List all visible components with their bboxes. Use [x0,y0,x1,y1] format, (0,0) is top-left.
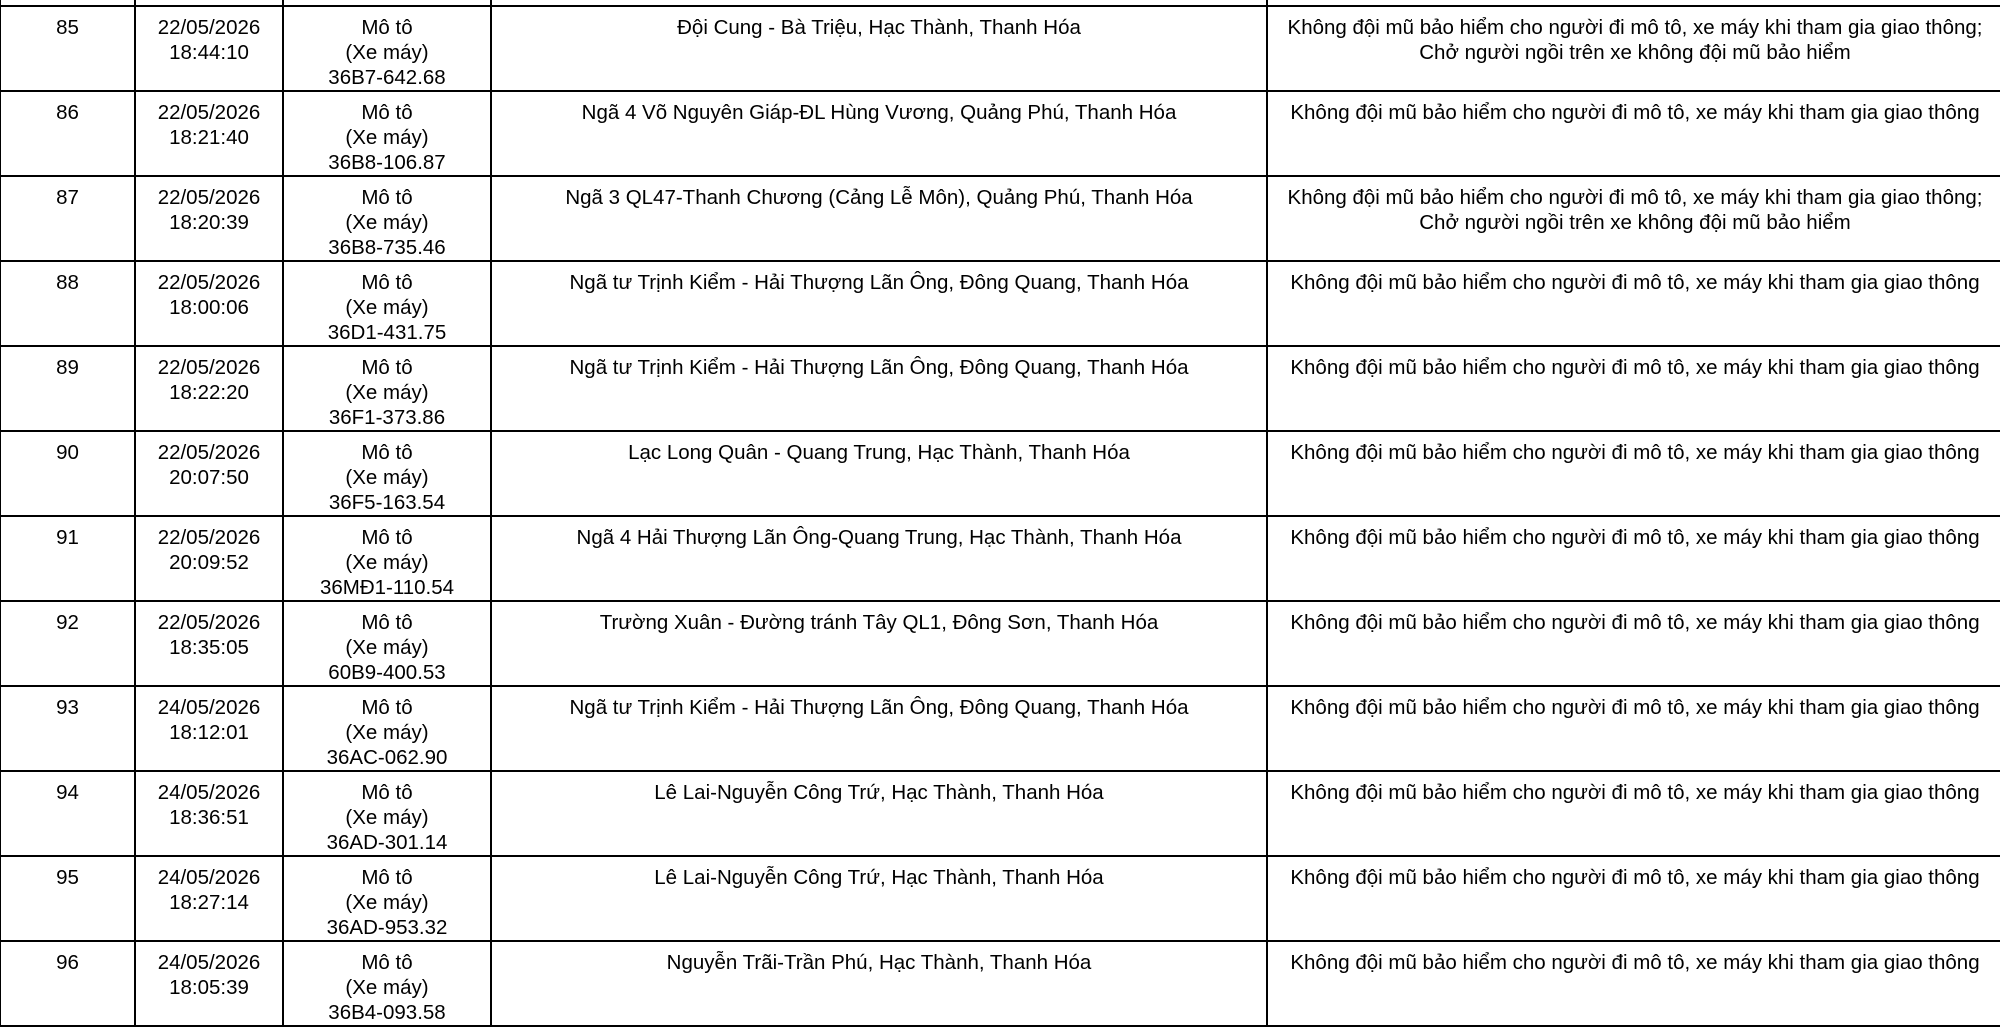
vehicle-type: Mô tô [361,441,413,464]
stt-cell [0,91,135,176]
vehicle-kind: (Xe máy) [345,636,429,659]
violation-cell [1267,941,2000,1026]
violation-line: Không đội mũ bảo hiểm cho người đi mô tô, xe máy khi tham gia giao thông [1290,951,1980,974]
location-cell [491,261,1267,346]
date: 22/05/2026 [157,101,261,124]
violation-cell [1267,6,2000,91]
location: Ngã 3 QL47-Thanh Chương (Cảng Lễ Môn), Quảng Phú, Thanh Hóa [565,186,1193,209]
violation-line: Không đội mũ bảo hiểm cho người đi mô tô, xe máy khi tham gia giao thông [1290,526,1980,549]
time: 20:07:50 [169,466,249,489]
table-row [0,91,2000,176]
stt: 90 [56,441,79,464]
vehicle-cell [283,856,491,941]
date: 22/05/2026 [157,271,261,294]
location-cell [491,431,1267,516]
time-cell [135,516,283,601]
violation-cell [1267,346,2000,431]
stt: 93 [56,696,79,719]
stt-cell [0,431,135,516]
vehicle-kind: (Xe máy) [345,466,429,489]
violation-line: Không đội mũ bảo hiểm cho người đi mô tô, xe máy khi tham gia giao thông [1290,271,1980,294]
vehicle-kind: (Xe máy) [345,126,429,149]
vehicle-type: Mô tô [361,16,413,39]
violation-line: Không đội mũ bảo hiểm cho người đi mô tô, xe máy khi tham gia giao thông; [1287,16,1983,39]
violation-cell [1267,91,2000,176]
table-row [0,771,2000,856]
time-cell [135,261,283,346]
location-cell [491,686,1267,771]
vehicle-type: Mô tô [361,186,413,209]
table-row [0,431,2000,516]
location-cell [491,6,1267,91]
vehicle-cell [283,516,491,601]
stt: 85 [56,16,79,39]
location: Lê Lai-Nguyễn Công Trứ, Hạc Thành, Thanh Hóa [654,781,1104,804]
violation-line: Không đội mũ bảo hiểm cho người đi mô tô, xe máy khi tham gia giao thông [1290,441,1980,464]
violation-line: Không đội mũ bảo hiểm cho người đi mô tô, xe máy khi tham gia giao thông; [1287,186,1983,209]
plate-number: 60B9-400.53 [328,661,446,684]
stt-cell [0,856,135,941]
location: Ngã 4 Võ Nguyên Giáp-ĐL Hùng Vương, Quảng Phú, Thanh Hóa [581,101,1177,124]
table-row [0,941,2000,1026]
date: 22/05/2026 [157,356,261,379]
location-cell [491,771,1267,856]
date: 22/05/2026 [157,526,261,549]
table-row [0,346,2000,431]
vehicle-type: Mô tô [361,271,413,294]
vehicle-type: Mô tô [361,951,413,974]
time-cell [135,686,283,771]
date: 24/05/2026 [157,696,261,719]
stt: 88 [56,271,79,294]
stt: 86 [56,101,79,124]
location: Nguyễn Trãi-Trần Phú, Hạc Thành, Thanh Hóa [666,951,1092,974]
table-row [0,686,2000,771]
vehicle-type: Mô tô [361,866,413,889]
violation-line: Chở người ngồi trên xe không đội mũ bảo hiểm [1419,211,1851,234]
vehicle-cell [283,261,491,346]
violation-line: Không đội mũ bảo hiểm cho người đi mô tô, xe máy khi tham gia giao thông [1290,611,1980,634]
vehicle-cell [283,431,491,516]
stt: 96 [56,951,79,974]
vehicle-cell [283,6,491,91]
violation-cell [1267,856,2000,941]
plate-number: 36B7-642.68 [328,66,446,89]
date: 22/05/2026 [157,186,261,209]
location-cell [491,346,1267,431]
table-row [0,261,2000,346]
stt-cell [0,516,135,601]
time: 18:35:05 [169,636,249,659]
stt-cell [0,6,135,91]
stt-cell [0,261,135,346]
plate-number: 36B8-735.46 [328,236,446,259]
time: 18:00:06 [169,296,249,319]
location: Ngã 4 Hải Thượng Lãn Ông-Quang Trung, Hạc Thành, Thanh Hóa [576,526,1182,549]
location: Ngã tư Trịnh Kiểm - Hải Thượng Lãn Ông, Đông Quang, Thanh Hóa [569,356,1189,379]
location-cell [491,941,1267,1026]
vehicle-kind: (Xe máy) [345,891,429,914]
violation-line: Không đội mũ bảo hiểm cho người đi mô tô, xe máy khi tham gia giao thông [1290,356,1980,379]
location: Lạc Long Quân - Quang Trung, Hạc Thành, Thanh Hóa [628,441,1130,464]
violation-line: Không đội mũ bảo hiểm cho người đi mô tô, xe máy khi tham gia giao thông [1290,101,1980,124]
vehicle-cell [283,91,491,176]
plate-number: 36AD-953.32 [326,916,448,939]
stt-cell [0,346,135,431]
stt-cell [0,176,135,261]
violation-cell [1267,686,2000,771]
time-cell [135,346,283,431]
vehicle-kind: (Xe máy) [345,551,429,574]
stt-cell [0,941,135,1026]
table-row [0,601,2000,686]
stt: 89 [56,356,79,379]
violation-cell [1267,176,2000,261]
time: 20:09:52 [169,551,249,574]
date: 22/05/2026 [157,611,261,634]
vehicle-kind: (Xe máy) [345,211,429,234]
plate-number: 36F1-373.86 [328,406,446,429]
time: 18:12:01 [169,721,249,744]
time-cell [135,6,283,91]
vehicle-cell [283,176,491,261]
stt: 87 [56,186,79,209]
table-row [0,6,2000,91]
violation-line: Không đội mũ bảo hiểm cho người đi mô tô, xe máy khi tham gia giao thông [1290,781,1980,804]
plate-number: 36AD-301.14 [326,831,448,854]
location-cell [491,516,1267,601]
location-cell [491,176,1267,261]
date: 22/05/2026 [157,441,261,464]
time-cell [135,601,283,686]
location-cell [491,856,1267,941]
violation-cell [1267,431,2000,516]
time-cell [135,431,283,516]
location: Trường Xuân - Đường tránh Tây QL1, Đông Sơn, Thanh Hóa [599,611,1159,634]
date: 24/05/2026 [157,866,261,889]
location-cell [491,91,1267,176]
vehicle-kind: (Xe máy) [345,296,429,319]
vehicle-kind: (Xe máy) [345,41,429,64]
vehicle-type: Mô tô [361,101,413,124]
date: 24/05/2026 [157,781,261,804]
time-cell [135,771,283,856]
stt-cell [0,601,135,686]
violation-cell [1267,261,2000,346]
violation-cell [1267,516,2000,601]
time: 18:05:39 [169,976,249,999]
vehicle-cell [283,686,491,771]
date: 24/05/2026 [157,951,261,974]
time: 18:44:10 [169,41,249,64]
date: 22/05/2026 [157,16,261,39]
time-cell [135,856,283,941]
violation-line: Không đội mũ bảo hiểm cho người đi mô tô, xe máy khi tham gia giao thông [1290,696,1980,719]
location: Ngã tư Trịnh Kiểm - Hải Thượng Lãn Ông, Đông Quang, Thanh Hóa [569,271,1189,294]
vehicle-type: Mô tô [361,611,413,634]
plate-number: 36B8-106.87 [328,151,446,174]
violation-cell [1267,601,2000,686]
time: 18:36:51 [169,806,249,829]
table-row [0,176,2000,261]
vehicle-type: Mô tô [361,696,413,719]
vehicle-kind: (Xe máy) [345,721,429,744]
location: Đội Cung - Bà Triệu, Hạc Thành, Thanh Hóa [677,16,1081,39]
location: Ngã tư Trịnh Kiểm - Hải Thượng Lãn Ông, Đông Quang, Thanh Hóa [569,696,1189,719]
table-row [0,516,2000,601]
violation-line: Chở người ngồi trên xe không đội mũ bảo hiểm [1419,41,1851,64]
plate-number: 36B4-093.58 [328,1001,446,1024]
table-row [0,856,2000,941]
time: 18:27:14 [169,891,249,914]
violation-line: Không đội mũ bảo hiểm cho người đi mô tô, xe máy khi tham gia giao thông [1290,866,1980,889]
vehicle-type: Mô tô [361,526,413,549]
vehicle-cell [283,771,491,856]
vehicle-kind: (Xe máy) [345,806,429,829]
plate-number: 36F5-163.54 [328,491,446,514]
stt: 92 [56,611,79,634]
plate-number: 36D1-431.75 [327,321,447,344]
time: 18:22:20 [169,381,249,404]
time-cell [135,91,283,176]
time-cell [135,176,283,261]
location: Lê Lai-Nguyễn Công Trứ, Hạc Thành, Thanh Hóa [654,866,1104,889]
vehicle-cell [283,346,491,431]
vehicle-cell [283,941,491,1026]
vehicle-kind: (Xe máy) [345,381,429,404]
location-cell [491,601,1267,686]
vehicle-type: Mô tô [361,781,413,804]
stt-cell [0,686,135,771]
stt: 91 [56,526,79,549]
stt-cell [0,771,135,856]
vehicle-type: Mô tô [361,356,413,379]
time: 18:21:40 [169,126,249,149]
vehicle-kind: (Xe máy) [345,976,429,999]
stt: 95 [56,866,79,889]
plate-number: 36MĐ1-110.54 [319,576,455,599]
violation-cell [1267,771,2000,856]
vehicle-cell [283,601,491,686]
time: 18:20:39 [169,211,249,234]
stt: 94 [56,781,79,804]
time-cell [135,941,283,1026]
plate-number: 36AC-062.90 [326,746,448,769]
